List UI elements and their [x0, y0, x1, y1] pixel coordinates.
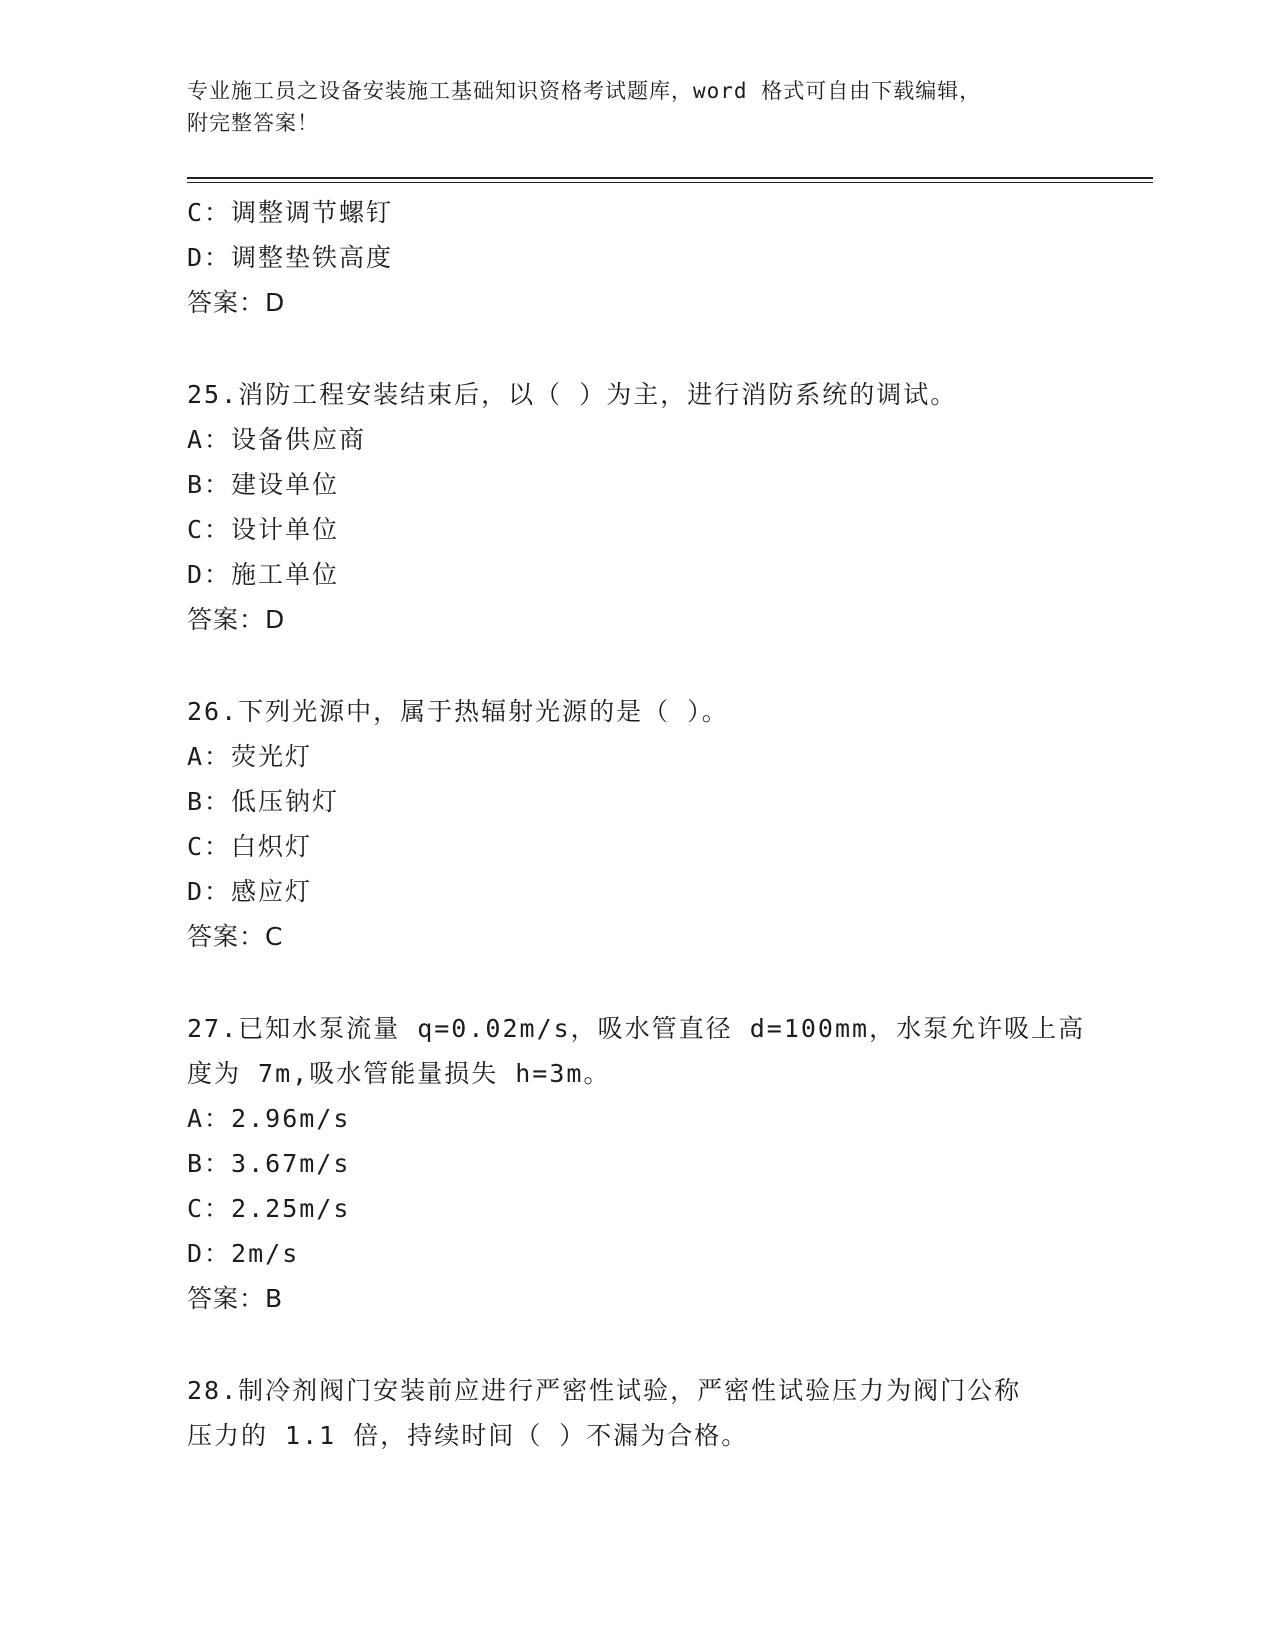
prev-question-block	[187, 190, 1087, 325]
question-text-line-2: 度为 7m,吸水管能量损失 h=3m。	[187, 1059, 611, 1088]
header-line-1: 专业施工员之设备安装施工基础知识资格考试题库，word 格式可自由下载编辑，	[187, 79, 982, 103]
option-b: B：3.67m/s	[187, 1149, 351, 1178]
option-b: B：建设单位	[187, 470, 340, 499]
question-text-line-1: 27.已知水泵流量 q=0.02m/s，吸水管直径 d=100mm，水泵允许吸上高	[187, 1014, 1086, 1043]
header-line-2: 附完整答案！	[187, 111, 319, 135]
question-text: 25.消防工程安装结束后，以（ ）为主，进行消防系统的调试。	[187, 380, 958, 409]
option-d: D：施工单位	[187, 560, 340, 589]
option-a: A：设备供应商	[187, 425, 367, 454]
question-list	[187, 190, 1087, 1458]
option-d: D：感应灯	[187, 877, 313, 906]
question-text-line-1: 28.制冷剂阀门安装前应进行严密性试验，严密性试验压力为阀门公称	[187, 1376, 1022, 1405]
header-divider-thick	[187, 177, 1153, 179]
option-d: D：2m/s	[187, 1239, 300, 1268]
option-c: C：调整调节螺钉	[187, 198, 394, 227]
answer-line: 答案：D	[187, 605, 286, 634]
option-a: A：荧光灯	[187, 742, 313, 771]
option-c: C：设计单位	[187, 515, 340, 544]
option-c: C：2.25m/s	[187, 1194, 351, 1223]
header-divider-thin	[187, 182, 1153, 183]
question-26	[187, 689, 1087, 959]
answer-line: 答案：D	[187, 288, 286, 317]
answer-line: 答案：C	[187, 922, 284, 951]
document-header	[187, 75, 1067, 139]
answer-line: 答案：B	[187, 1284, 284, 1313]
question-28	[187, 1368, 1087, 1458]
question-text-line-2: 压力的 1.1 倍，持续时间（ ）不漏为合格。	[187, 1421, 749, 1450]
option-a: A：2.96m/s	[187, 1104, 351, 1133]
question-25	[187, 372, 1087, 642]
question-text: 26.下列光源中，属于热辐射光源的是（ ）。	[187, 697, 729, 726]
option-b: B：低压钠灯	[187, 787, 340, 816]
question-27	[187, 1006, 1087, 1321]
option-c: C：白炽灯	[187, 832, 313, 861]
option-d: D：调整垫铁高度	[187, 243, 394, 272]
